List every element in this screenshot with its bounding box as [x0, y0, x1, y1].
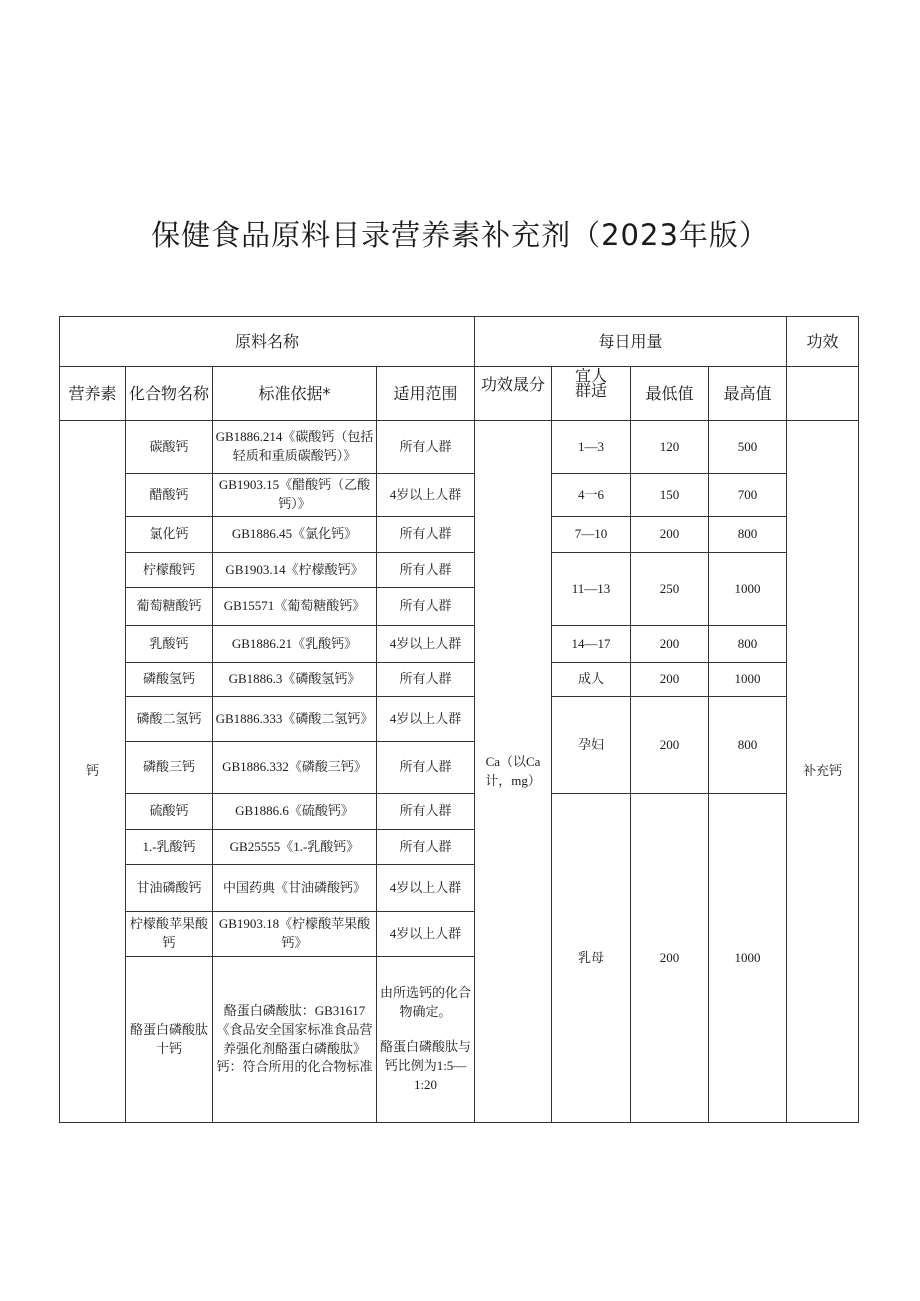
dose-crowd: 成人	[552, 663, 631, 697]
compound-name: 硫酸钙	[126, 794, 213, 830]
nutrient-table	[59, 316, 859, 1123]
compound-name: 柠檬酸钙	[126, 553, 213, 588]
header-function: 功效	[787, 317, 859, 367]
dose-max: 700	[709, 474, 787, 517]
dose-crowd: 11—13	[552, 553, 631, 626]
compound-scope: 4岁以上人群	[377, 474, 475, 517]
compound-scope: 所有人群	[377, 517, 475, 553]
dose-max: 1000	[709, 553, 787, 626]
dose-min: 200	[631, 663, 709, 697]
dose-crowd: 14—17	[552, 626, 631, 663]
dose-max: 800	[709, 517, 787, 553]
compound-standard: 酪蛋白磷酸肽：GB31617《食品安全国家标准食品营养强化剂酪蛋白磷酸肽》钙：符合所用的化合物标准	[213, 957, 377, 1123]
compound-scope: 所有人群	[377, 553, 475, 588]
header-daily-dose: 每日用量	[475, 317, 787, 367]
compound-scope: 所有人群	[377, 742, 475, 794]
compound-name: 磷酸二氢钙	[126, 697, 213, 742]
compound-scope: 所有人群	[377, 794, 475, 830]
compound-standard: GB1886.333《磷酸二氢钙》	[213, 697, 377, 742]
header-functional-component: 功效晟分	[475, 367, 552, 421]
dose-min: 200	[631, 517, 709, 553]
compound-scope: 所有人群	[377, 663, 475, 697]
dose-min: 200	[631, 794, 709, 1123]
dose-min: 250	[631, 553, 709, 626]
compound-standard: GB1903.18《柠檬酸苹果酸钙》	[213, 912, 377, 957]
dose-max: 800	[709, 697, 787, 794]
compound-name: 磷酸三钙	[126, 742, 213, 794]
header-crowd-text: 宜人群适	[575, 368, 608, 401]
compound-name: 氯化钙	[126, 517, 213, 553]
dose-min: 200	[631, 697, 709, 794]
functional-component-cell: Ca（以Ca计，mg）	[475, 421, 552, 1123]
compound-standard: GB1886.21《乳酸钙》	[213, 626, 377, 663]
header-function-blank	[787, 367, 859, 421]
header-raw-material: 原料名称	[60, 317, 475, 367]
dose-max: 1000	[709, 663, 787, 697]
compound-name: 酪蛋白磷酸肽十钙	[126, 957, 213, 1123]
compound-standard: GB1903.14《柠檬酸钙》	[213, 553, 377, 588]
compound-standard: GB1903.15《醋酸钙（乙酸钙）》	[213, 474, 377, 517]
dose-min: 200	[631, 626, 709, 663]
compound-name: 碳酸钙	[126, 421, 213, 474]
compound-name: 柠檬酸苹果酸钙	[126, 912, 213, 957]
compound-scope: 4岁以上人群	[377, 626, 475, 663]
header-max: 最高值	[709, 367, 787, 421]
dose-min: 150	[631, 474, 709, 517]
dose-max: 1000	[709, 794, 787, 1123]
dose-max: 500	[709, 421, 787, 474]
compound-standard: GB1886.3《磷酸氢钙》	[213, 663, 377, 697]
header-applicable-crowd	[552, 367, 631, 421]
nutrient-cell: 钙	[60, 421, 126, 1123]
compound-name: 磷酸氢钙	[126, 663, 213, 697]
header-compound-name: 化合物名称	[126, 367, 213, 421]
compound-scope: 所有人群	[377, 830, 475, 865]
dose-min: 120	[631, 421, 709, 474]
compound-standard: 中国药典《甘油磷酸钙》	[213, 865, 377, 912]
dose-crowd: 4一6	[552, 474, 631, 517]
compound-name: 乳酸钙	[126, 626, 213, 663]
compound-standard: GB15571《葡萄糖酸钙》	[213, 588, 377, 626]
compound-scope: 所有人群	[377, 588, 475, 626]
compound-scope-cell	[377, 957, 475, 1123]
dose-max: 800	[709, 626, 787, 663]
page-title: 保健食品原料目录营养素补充剂（2023年版）	[151, 218, 769, 252]
compound-name: 甘油磷酸钙	[126, 865, 213, 912]
compound-scope: 4岁以上人群	[377, 865, 475, 912]
compound-standard: GB1886.45《氯化钙》	[213, 517, 377, 553]
compound-scope: 由所选钙的化合物确定。	[380, 985, 472, 1020]
header-nutrient: 营养素	[60, 367, 126, 421]
compound-standard: GB1886.214《碳酸钙（包括轻质和重质碳酸钙）》	[213, 421, 377, 474]
compound-name: 醋酸钙	[126, 474, 213, 517]
header-standard: 标准依据*	[213, 367, 377, 421]
dose-crowd: 7—10	[552, 517, 631, 553]
compound-standard: GB1886.6《硫酸钙》	[213, 794, 377, 830]
compound-name: 葡萄糖酸钙	[126, 588, 213, 626]
compound-scope: 4岁以上人群	[377, 912, 475, 957]
function-cell: 补充钙	[787, 421, 859, 1123]
compound-standard: GB25555《1.-乳酸钙》	[213, 830, 377, 865]
dose-crowd: 1—3	[552, 421, 631, 474]
compound-scope: 4岁以上人群	[377, 697, 475, 742]
header-scope: 适用范围	[377, 367, 475, 421]
compound-scope: 所有人群	[377, 421, 475, 474]
compound-standard: GB1886.332《磷酸三钙》	[213, 742, 377, 794]
dose-crowd: 乳母	[552, 794, 631, 1123]
header-min: 最低值	[631, 367, 709, 421]
compound-scope-note: 酪蛋白磷酸肽与钙比例为1:5—1:20	[380, 1039, 472, 1092]
compound-name: 1.-乳酸钙	[126, 830, 213, 865]
dose-crowd: 孕妇	[552, 697, 631, 794]
